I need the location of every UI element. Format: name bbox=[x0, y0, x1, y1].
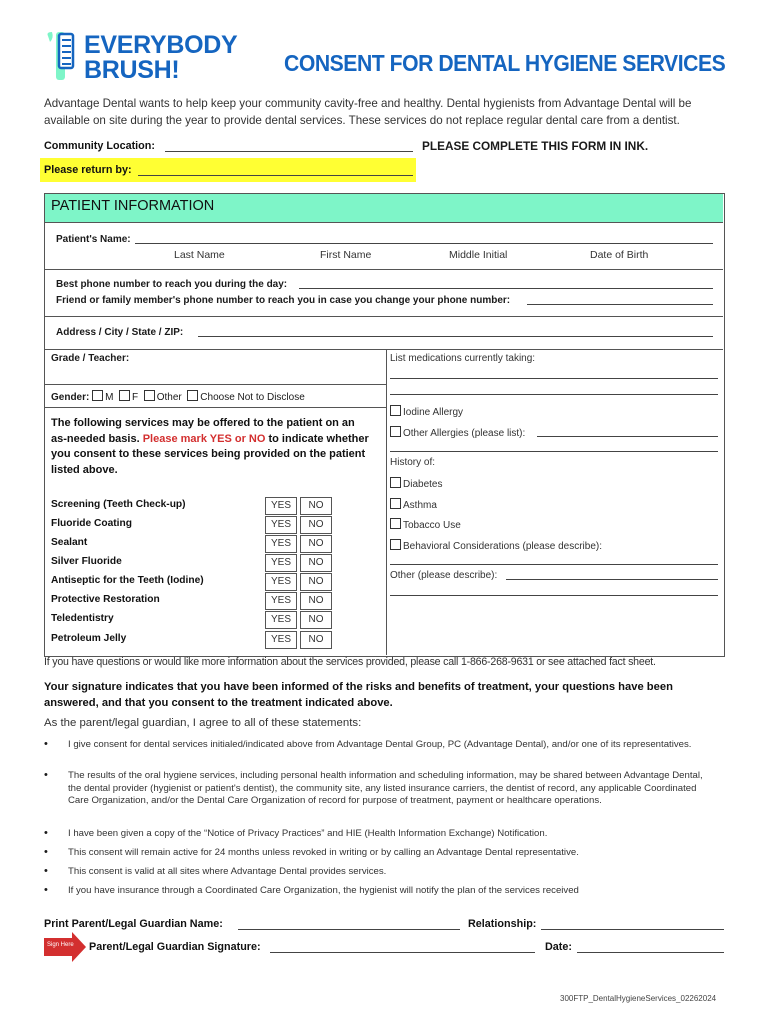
service-no-box[interactable]: NO bbox=[300, 573, 332, 591]
questions-text: If you have questions or would like more information about the services provided, please call 1-866-268-9631 or see attached fact sheet. bbox=[44, 656, 656, 668]
statement-item: I have been given a copy of the “Notice of Privacy Practices” and HIE (Health Information Exchange) Notification. bbox=[68, 828, 548, 839]
service-yes-box[interactable]: YES bbox=[265, 516, 297, 534]
service-yes-box[interactable]: YES bbox=[265, 497, 297, 515]
behavioral-label: Behavioral Considerations (please describe): bbox=[403, 541, 602, 552]
divider bbox=[45, 269, 723, 270]
gender-f-label: F bbox=[132, 392, 139, 403]
last-name-caption: Last Name bbox=[174, 249, 225, 261]
dob-caption: Date of Birth bbox=[590, 249, 649, 261]
service-no-box[interactable]: NO bbox=[300, 592, 332, 610]
footer-code: 300FTP_DentalHygieneServices_02262024 bbox=[560, 994, 717, 1003]
gender-other-label: Other bbox=[156, 392, 182, 403]
ink-notice: PLEASE COMPLETE THIS FORM IN INK. bbox=[422, 139, 649, 153]
service-no-box[interactable]: NO bbox=[300, 554, 332, 572]
toothbrush-icon bbox=[44, 30, 80, 82]
friend-phone-label: Friend or family member's phone number to reach you in case you change your phone number: bbox=[56, 295, 511, 306]
statement-item: This consent will remain active for 24 months unless revoked in writing or by calling an Advantage Dental representative. bbox=[68, 847, 579, 858]
day-phone-field[interactable] bbox=[299, 288, 713, 289]
bullet-icon: • bbox=[44, 884, 48, 896]
community-location-label: Community Location: bbox=[44, 140, 155, 152]
behavioral-field[interactable] bbox=[390, 564, 718, 565]
statement-item: If you have insurance through a Coordinated Care Organization, the hygienist will notify the plan of the services received bbox=[68, 885, 579, 896]
service-name: Teledentistry bbox=[51, 613, 114, 624]
service-yes-box[interactable]: YES bbox=[265, 554, 297, 572]
service-no-box[interactable]: NO bbox=[300, 497, 332, 515]
service-yes-box[interactable]: YES bbox=[265, 573, 297, 591]
patient-name-label: Patient's Name: bbox=[56, 234, 131, 245]
iodine-allergy-label: Iodine Allergy bbox=[403, 407, 464, 418]
gender-label: Gender: bbox=[51, 392, 90, 403]
divider bbox=[45, 384, 386, 385]
address-label: Address / City / State / ZIP: bbox=[56, 327, 184, 338]
relationship-field[interactable] bbox=[541, 929, 724, 930]
gender-m-checkbox[interactable] bbox=[92, 390, 103, 401]
services-intro-red: Please mark YES or NO bbox=[142, 432, 266, 445]
service-no-box[interactable]: NO bbox=[300, 631, 332, 649]
history-tobacco-row bbox=[390, 518, 461, 531]
diabetes-label: Diabetes bbox=[403, 479, 443, 490]
logo-line1: EVERYBODY bbox=[84, 31, 238, 59]
services-intro-part1: The following services may be offered to the patient on an as-needed basis. bbox=[51, 417, 355, 445]
divider bbox=[45, 407, 386, 408]
behavioral-checkbox[interactable] bbox=[390, 539, 401, 550]
gender-f-checkbox[interactable] bbox=[119, 390, 130, 401]
service-name: Fluoride Coating bbox=[51, 518, 132, 529]
service-yes-box[interactable]: YES bbox=[265, 592, 297, 610]
logo-line2: BRUSH! bbox=[84, 56, 180, 84]
service-yes-box[interactable]: YES bbox=[265, 611, 297, 629]
service-name: Silver Fluoride bbox=[51, 556, 122, 567]
signature-notice: Your signature indicates that you have been informed of the risks and benefits of treatment, your questions have been answered, and that you consent to the treatment indicated above. bbox=[44, 681, 673, 709]
gender-m-label: M bbox=[105, 392, 114, 403]
gender-other-checkbox[interactable] bbox=[144, 390, 155, 401]
guardian-intro: As the parent/legal guardian, I agree to all of these statements: bbox=[44, 717, 362, 729]
print-name-field[interactable] bbox=[238, 929, 460, 930]
service-no-box[interactable]: NO bbox=[300, 516, 332, 534]
other-allergies-label: Other Allergies (please list): bbox=[403, 428, 526, 439]
asthma-checkbox[interactable] bbox=[390, 498, 401, 509]
bullet-icon: • bbox=[44, 865, 48, 877]
first-name-caption: First Name bbox=[320, 249, 372, 261]
other-describe-label: Other (please describe): bbox=[390, 570, 498, 581]
grade-label: Grade / Teacher: bbox=[51, 353, 130, 364]
bullet-icon: • bbox=[44, 769, 48, 781]
print-name-label: Print Parent/Legal Guardian Name: bbox=[44, 918, 223, 930]
other-describe-field[interactable] bbox=[506, 579, 718, 580]
history-asthma-row bbox=[390, 498, 437, 511]
bullet-icon: • bbox=[44, 827, 48, 839]
tobacco-checkbox[interactable] bbox=[390, 518, 401, 529]
sign-here-label: Sign Here bbox=[47, 942, 74, 948]
gender-row bbox=[51, 390, 305, 403]
date-field[interactable] bbox=[577, 952, 724, 953]
history-diabetes-row bbox=[390, 477, 442, 490]
logo bbox=[44, 28, 238, 86]
page-title: CONSENT FOR DENTAL HYGIENE SERVICES bbox=[284, 50, 726, 76]
community-location-field[interactable] bbox=[165, 151, 413, 152]
return-by-field[interactable] bbox=[138, 175, 413, 176]
other-allergies-field-2[interactable] bbox=[390, 451, 718, 452]
iodine-allergy-checkbox[interactable] bbox=[390, 405, 401, 416]
other-describe-field-2[interactable] bbox=[390, 595, 718, 596]
services-intro-part2: to indicate whether you consent to these services being provided on the patient listed above. bbox=[51, 432, 369, 476]
service-no-box[interactable]: NO bbox=[300, 611, 332, 629]
services-intro bbox=[51, 416, 369, 478]
signature-label: Parent/Legal Guardian Signature: bbox=[89, 941, 261, 953]
gender-undisclosed-label: Choose Not to Disclose bbox=[200, 392, 305, 403]
medications-field-1[interactable] bbox=[390, 378, 718, 379]
diabetes-checkbox[interactable] bbox=[390, 477, 401, 488]
divider bbox=[45, 316, 723, 317]
return-by-label: Please return by: bbox=[44, 164, 132, 176]
service-name: Screening (Teeth Check-up) bbox=[51, 499, 186, 510]
statement-item: This consent is valid at all sites where Advantage Dental provides services. bbox=[68, 866, 387, 877]
relationship-label: Relationship: bbox=[468, 918, 537, 930]
service-name: Protective Restoration bbox=[51, 594, 160, 605]
service-name: Antiseptic for the Teeth (Iodine) bbox=[51, 575, 204, 586]
bullet-icon: • bbox=[44, 738, 48, 750]
intro-text: Advantage Dental wants to help keep your community cavity-free and healthy. Dental hygienists from Advantage Dental will be available on site during the year to provide dental services. These services do not replace regular dental care from a dentist. bbox=[44, 97, 692, 127]
date-label: Date: bbox=[545, 941, 572, 953]
column-divider bbox=[386, 349, 387, 655]
service-yes-box[interactable]: YES bbox=[265, 535, 297, 553]
statement-item: I give consent for dental services initialed/indicated above from Advantage Dental Group, PC (Advantage Dental), and/or one of its representatives. bbox=[68, 739, 692, 750]
iodine-allergy-row bbox=[390, 405, 463, 418]
gender-undisclosed-checkbox[interactable] bbox=[187, 390, 198, 401]
statement-item: The results of the oral hygiene services, including personal health information and scheduling information, may be shared between Advantage Dental, the dental provider (hygienist or patient's dentist), the community site, any listed insurance carriers, the dentist of record, any applicable Coordinated Care Organization, and/or the Dental Care Organization of record for purpose of treatment, payment or healthcare operations. bbox=[68, 770, 703, 806]
other-allergies-field[interactable] bbox=[537, 436, 718, 437]
history-label: History of: bbox=[390, 457, 436, 468]
medications-label: List medications currently taking: bbox=[390, 353, 536, 364]
service-no-box[interactable]: NO bbox=[300, 535, 332, 553]
divider bbox=[45, 349, 723, 350]
other-allergies-row bbox=[390, 426, 525, 439]
friend-phone-field[interactable] bbox=[527, 304, 713, 305]
history-behavioral-row bbox=[390, 539, 602, 552]
signature-field[interactable] bbox=[270, 952, 535, 953]
asthma-label: Asthma bbox=[403, 500, 437, 511]
tobacco-label: Tobacco Use bbox=[403, 520, 461, 531]
patient-info-title: PATIENT INFORMATION bbox=[51, 198, 215, 214]
day-phone-label: Best phone number to reach you during the day: bbox=[56, 279, 288, 290]
bullet-icon: • bbox=[44, 846, 48, 858]
medications-field-2[interactable] bbox=[390, 394, 718, 395]
service-name: Sealant bbox=[51, 537, 88, 548]
middle-initial-caption: Middle Initial bbox=[449, 249, 508, 261]
service-yes-box[interactable]: YES bbox=[265, 631, 297, 649]
other-allergies-checkbox[interactable] bbox=[390, 426, 401, 437]
patient-name-field[interactable] bbox=[135, 243, 713, 244]
address-field[interactable] bbox=[198, 336, 713, 337]
service-name: Petroleum Jelly bbox=[51, 633, 127, 644]
